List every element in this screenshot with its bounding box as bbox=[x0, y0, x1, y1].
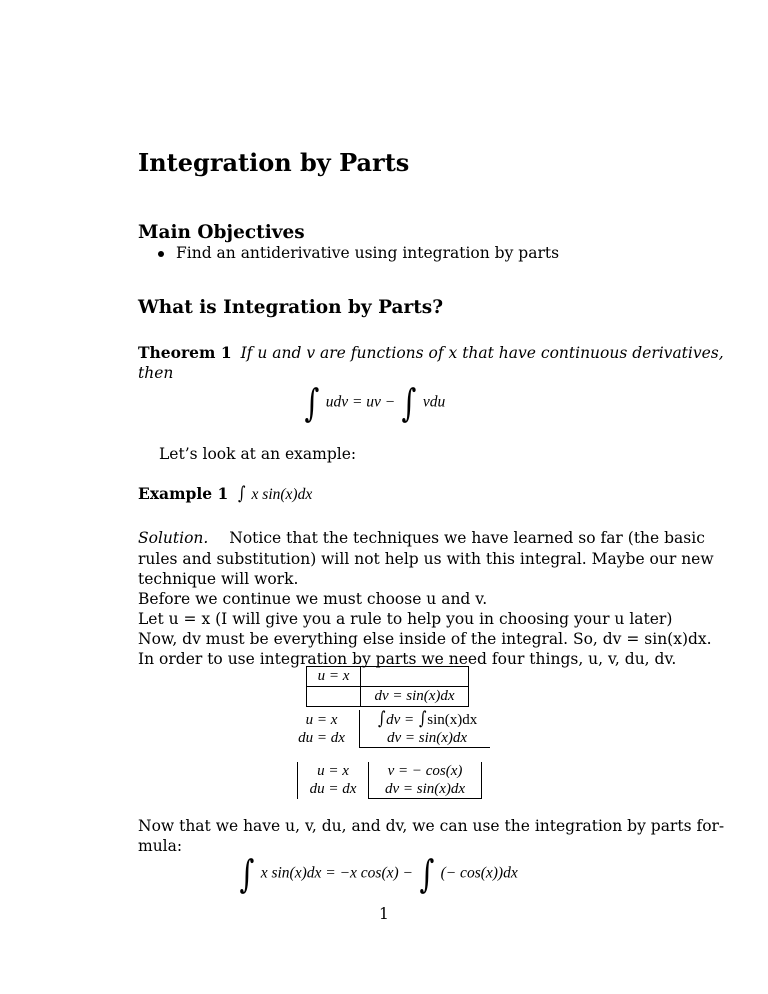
page-number: 1 bbox=[379, 905, 389, 923]
solution-line-4: Before we continue we must choose u and v. bbox=[138, 590, 488, 608]
intro-text: Let’s look at an example: bbox=[159, 445, 357, 463]
table-cell-u-du: u = x du = dx bbox=[298, 762, 369, 799]
page-title: Integration by Parts bbox=[138, 148, 410, 177]
objective-list-item bbox=[158, 243, 559, 263]
closing-line-1: Now that we have u, v, du, and dv, we can use the integration by parts for- bbox=[138, 817, 725, 835]
bullet-icon bbox=[158, 251, 164, 257]
closing-line-2: mula: bbox=[138, 837, 183, 855]
objective-text: Find an antiderivative using integration by parts bbox=[176, 244, 560, 262]
integral-sign: ∫ bbox=[401, 381, 417, 425]
table-cell-u: u = x bbox=[307, 667, 361, 687]
solution-line-6: Now, dv must be everything else inside of the integral. So, dv = sin(x)dx. bbox=[138, 630, 712, 648]
uv-table-2 bbox=[284, 710, 490, 748]
final-formula: ∫ x sin(x)dx = −x cos(x) − ∫ (− cos(x))dx bbox=[239, 852, 518, 896]
example-label: Example 1 bbox=[138, 484, 229, 503]
integral-sign: ∫ bbox=[239, 852, 255, 896]
solution-line-2: rules and substitution) will not help us with this integral. Maybe our new bbox=[138, 550, 714, 568]
uv-table-1 bbox=[306, 666, 469, 707]
example-expression: x sin(x)dx bbox=[251, 486, 313, 503]
solution-line-5: Let u = x (I will give you a rule to help you in choosing your u later) bbox=[138, 610, 673, 628]
solution-line-7: In order to use integration by parts we need four things, u, v, du, dv. bbox=[138, 650, 677, 668]
integral-sign: ∫ bbox=[238, 483, 246, 504]
theorem-label: Theorem 1 bbox=[138, 343, 232, 362]
theorem-line-1 bbox=[138, 343, 724, 363]
parts-formula: ∫ udv = uv − ∫ vdu bbox=[304, 381, 446, 425]
table-cell-v-dv: v = − cos(x) dv = sin(x)dx bbox=[369, 762, 482, 799]
table-cell-empty bbox=[307, 687, 361, 707]
table-cell-u-du: u = x du = dx bbox=[284, 710, 360, 748]
objectives-heading: Main Objectives bbox=[138, 222, 305, 243]
table-cell-integrate: ∫dv = ∫sin(x)dx dv = sin(x)dx bbox=[360, 710, 491, 748]
section-heading: What is Integration by Parts? bbox=[138, 297, 444, 318]
table-cell-dv: dv = sin(x)dx bbox=[361, 687, 469, 707]
solution-line-1: Solution. Notice that the techniques we have learned so far (the basic bbox=[138, 529, 705, 547]
theorem-line-2: then bbox=[138, 364, 174, 382]
example-line bbox=[138, 484, 312, 505]
solution-line-3: technique will work. bbox=[138, 570, 299, 588]
table-cell-empty bbox=[361, 667, 469, 687]
solution-label: Solution. bbox=[138, 529, 209, 547]
uv-table-3 bbox=[297, 762, 482, 799]
integral-sign: ∫ bbox=[304, 381, 320, 425]
integral-sign: ∫ bbox=[419, 852, 435, 896]
theorem-statement: If u and v are functions of x that have continuous derivatives, bbox=[240, 344, 724, 362]
